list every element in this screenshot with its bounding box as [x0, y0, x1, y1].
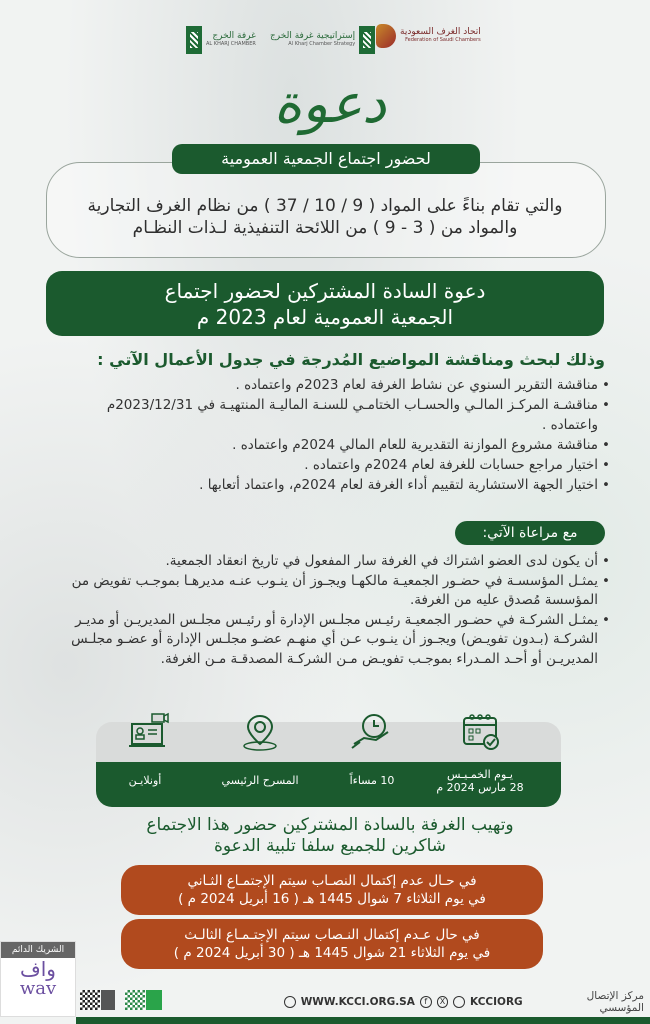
legal-basis-line1: والتي تقام بناءً على المواد ( 9 / 10 / 37 ) من نظام الغرف التجارية — [87, 196, 563, 216]
footer-contacts — [284, 990, 644, 1014]
note-item: • يمثـل المؤسسـة في حضـور الجمعيـة مالكهـا ويجـوز أن ينـوب عنـه مديرهـا بموجـب تفويض من المؤسسة مُصدق عليه من الغرفة. — [30, 572, 610, 611]
notes-list — [30, 552, 610, 669]
closing-line2: شاكرين للجميع سلفا تلبية الدعوة — [213, 836, 446, 856]
hand-clock-icon — [350, 712, 394, 752]
third-meeting-line1: في حال عـدم إكتمال النـصاب سيتم الإجتـمـاع الثالـث — [184, 927, 480, 943]
agenda-item: • اختيار الجهة الاستشارية لتقييم أداء الغرفة لعام 2024م، واعتماد أتعابها . — [104, 475, 610, 495]
footer-bar — [76, 1017, 650, 1024]
agenda-item: • مناقشة التقرير السنوي عن نشاط الغرفة لعام 2023م واعتماده . — [104, 375, 610, 395]
globe-icon — [284, 996, 296, 1008]
strategy-logo-mark — [359, 26, 375, 54]
agenda-item: • مناقشة مشروع الموازنة التقديرية للعام المالي 2024م واعتماده . — [104, 435, 610, 455]
whatsapp-qr-code[interactable] — [125, 990, 145, 1010]
legal-basis-line2: والمواد من ( 3 - 9 ) من اللائحة التنفيذية لـذات النظـام — [132, 218, 518, 238]
agenda-heading: وذلك لبحث ومناقشة المواضيع المُدرجة في جدول الأعمال الآتي : — [97, 350, 605, 369]
agenda-list — [104, 375, 610, 495]
second-meeting-line2: في يوم الثلاثاء 7 شوال 1445 هـ ( 16 أبريل 2024 م ) — [178, 891, 486, 907]
logo-ar-text: غرفة الخرج — [212, 31, 256, 42]
location-pin-icon — [240, 712, 280, 752]
sponsor-brand-en: wav — [19, 978, 57, 999]
calendar-check-icon — [461, 712, 501, 752]
logo-federation-saudi-chambers — [376, 24, 481, 48]
event-time: 10 مساءاً — [349, 774, 395, 787]
second-meeting-notice — [121, 865, 543, 915]
agenda-item: • اختيار مراجع حسابات للغرفة لعام 2024م واعتماده . — [104, 455, 610, 475]
logo-al-kharj-chamber — [186, 26, 256, 54]
agenda-item: • مناقشـة المركـز المالـي والحسـاب الختامـي للسنـة الماليـة المنتهيـة في 2023/12/31م واعتماده . — [104, 395, 610, 435]
event-venue: المسرح الرئيسي — [221, 774, 299, 787]
federation-logo-mark — [376, 24, 396, 48]
event-date — [430, 768, 530, 794]
invitation-line1: دعوة السادة المشتركين لحضور اجتماع — [164, 279, 486, 303]
settings-qr-tag — [101, 990, 115, 1010]
social-handle[interactable]: KCCIORG — [470, 996, 523, 1008]
logo-al-kharj-strategy — [270, 26, 375, 54]
facebook-icon[interactable]: f — [420, 996, 432, 1008]
logo-ar-text: إستراتيجية غرفة الخرج — [270, 31, 356, 42]
legal-basis-text — [50, 195, 600, 239]
third-meeting-line2: في يوم الثلاثاء 21 شوال 1445 هـ ( 30 أبريل 2024 م ) — [173, 945, 491, 961]
footer-org: مركز الإتصال المؤسسي — [586, 990, 644, 1014]
note-item: • أن يكون لدى العضو اشتراك في الغرفة سار المفعول في تاريخ انعقاد الجمعية. — [30, 552, 610, 572]
website-link[interactable]: WWW.KCCI.ORG.SA — [300, 996, 415, 1008]
note-item: • يمثـل الشركـة في حضـور الجمعيـة رئيـس مجلـس الإدارة أو رئيـس مجلـس المديريـن أو مديـر الشركـة (بـدون تفويـض) ويجـوز أن ينـوب عـن أي منهـم عضـو مجلـس الإدارة أو عضـو مجلـس المديريـن أو أحـد المـدراء بموجـب تفويـض مـن الشركـة المصدقـة مـن الغرفة. — [30, 611, 610, 670]
logo-en-text: Federation of Saudi Chambers — [405, 37, 481, 44]
logo-ar-text: اتحاد الغرف السعودية — [400, 27, 481, 38]
closing-line1: وتهيب الغرفة بالسادة المشتركين حضور هذا الاجتماع — [146, 815, 514, 835]
logo-en-text: Al Kharj Chamber Strategy — [288, 41, 356, 48]
al-kharj-logo-mark — [186, 26, 202, 54]
invitation-line2: الجمعية العمومية لعام 2023 م — [196, 305, 454, 329]
logo-en-text: AL KHARJ CHAMBER — [206, 41, 256, 48]
sponsor-box — [0, 941, 76, 1017]
notes-heading: مع مراعاة الآتي: — [455, 521, 605, 545]
sponsor-label: الشريك الدائم — [1, 942, 75, 958]
online-meeting-icon — [128, 712, 172, 752]
page-title: دعوة — [273, 72, 387, 135]
whatsapp-qr-tag — [146, 990, 162, 1010]
third-meeting-notice — [121, 919, 543, 969]
event-date-value: 28 مارس 2024 م — [436, 781, 524, 794]
event-day: يـوم الخمـيـس — [447, 768, 513, 781]
qr-code[interactable] — [80, 990, 100, 1010]
closing-text — [100, 815, 560, 857]
subtitle-banner: لحضور اجتماع الجمعية العمومية — [172, 144, 480, 174]
x-icon[interactable]: X — [437, 996, 449, 1008]
invitation-banner — [46, 271, 604, 336]
event-mode: أونلايـن — [128, 774, 162, 787]
sponsor-brand-ar: واف — [20, 957, 56, 981]
instagram-icon[interactable] — [453, 996, 465, 1008]
second-meeting-line1: في حـال عدم إكتمال النصـاب سيتم الإجتمـاع الثـاني — [187, 873, 477, 889]
